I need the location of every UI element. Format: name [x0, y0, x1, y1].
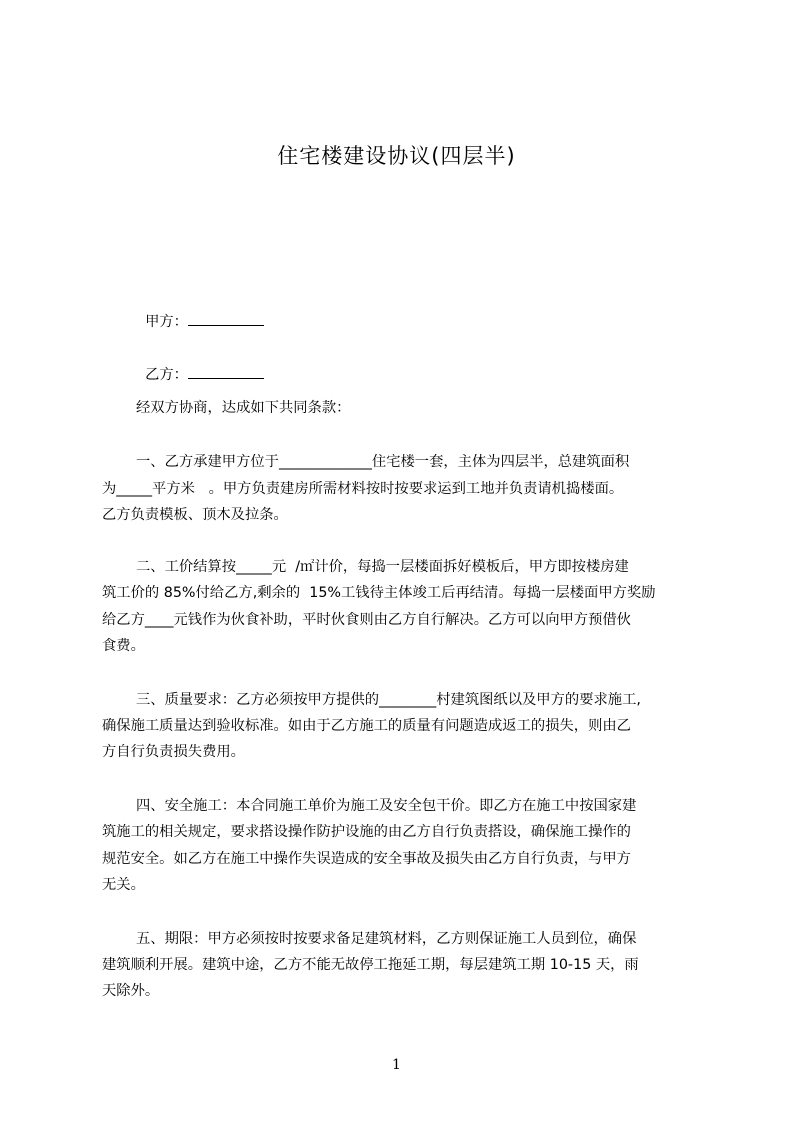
clause-3-line-1: 三、质量要求：乙方必须按甲方提供的________村建筑图纸以及甲方的要求施工,	[136, 692, 641, 708]
clause-1-line-3: 乙方负责模板、顶木及拉条。	[102, 507, 288, 523]
clause-2-line-4: 食费。	[102, 638, 145, 654]
document-title: 住宅楼建设协议(四层半)	[277, 144, 516, 168]
party-b-label: 乙方：	[145, 367, 188, 383]
page-number: 1	[392, 1057, 401, 1073]
clause-4-line-2: 筑施工的相关规定，要求搭设操作防护设施的由乙方自行负责搭设，确保施工操作的	[102, 824, 631, 840]
party-b-blank	[188, 364, 264, 379]
clause-1-line-2: 为_____平方米 。甲方负责建房所需材料按时按要求运到工地并负责请机捣楼面。	[102, 481, 624, 497]
clause-5-line-3: 天除外。	[102, 983, 160, 999]
party-a-line	[136, 291, 264, 332]
clause-5-line-1: 五、期限：甲方必须按时按要求备足建筑材料，乙方则保证施工人员到位，确保	[136, 931, 637, 947]
clause-5-line-2: 建筑顺利开展。建筑中途，乙方不能无故停工拖延工期，每层建筑工期 10-15 天，雨	[102, 957, 639, 973]
clause-2-line-3: 给乙方____元钱作为伙食补助，平时伙食则由乙方自行解决。乙方可以向甲方预借伙	[102, 612, 631, 628]
clause-2-line-1: 二、工价结算按_____元 /㎡计价，每捣一层楼面拆好模板后，甲方即按楼房建	[136, 559, 629, 575]
clause-4-line-3: 规范安全。如乙方在施工中操作失误造成的安全事故及损失由乙方自行负责，与甲方	[102, 851, 631, 867]
party-a-label: 甲方：	[145, 314, 188, 330]
clause-2-line-2: 筑工价的 85%付给乙方,剩余的 15%工钱待主体竣工后再结清。每捣一层楼面甲方奖励	[102, 585, 656, 601]
clause-4-line-1: 四、安全施工：本合同施工单价为施工及安全包干价。即乙方在施工中按国家建	[136, 798, 637, 814]
party-b-line	[136, 344, 264, 385]
clause-3-line-2: 确保施工质量达到验收标准。如由于乙方施工的质量有问题造成返工的损失，则由乙	[102, 718, 631, 734]
clause-3-line-3: 方自行负责损失费用。	[102, 744, 245, 760]
clause-4-line-4: 无关。	[102, 877, 145, 893]
intro-text: 经双方协商，达成如下共同条款：	[136, 400, 351, 416]
clause-1-line-1: 一、乙方承建甲方位于_____________住宅楼一套，主体为四层半，总建筑面积	[136, 454, 630, 470]
party-a-blank	[188, 311, 264, 326]
